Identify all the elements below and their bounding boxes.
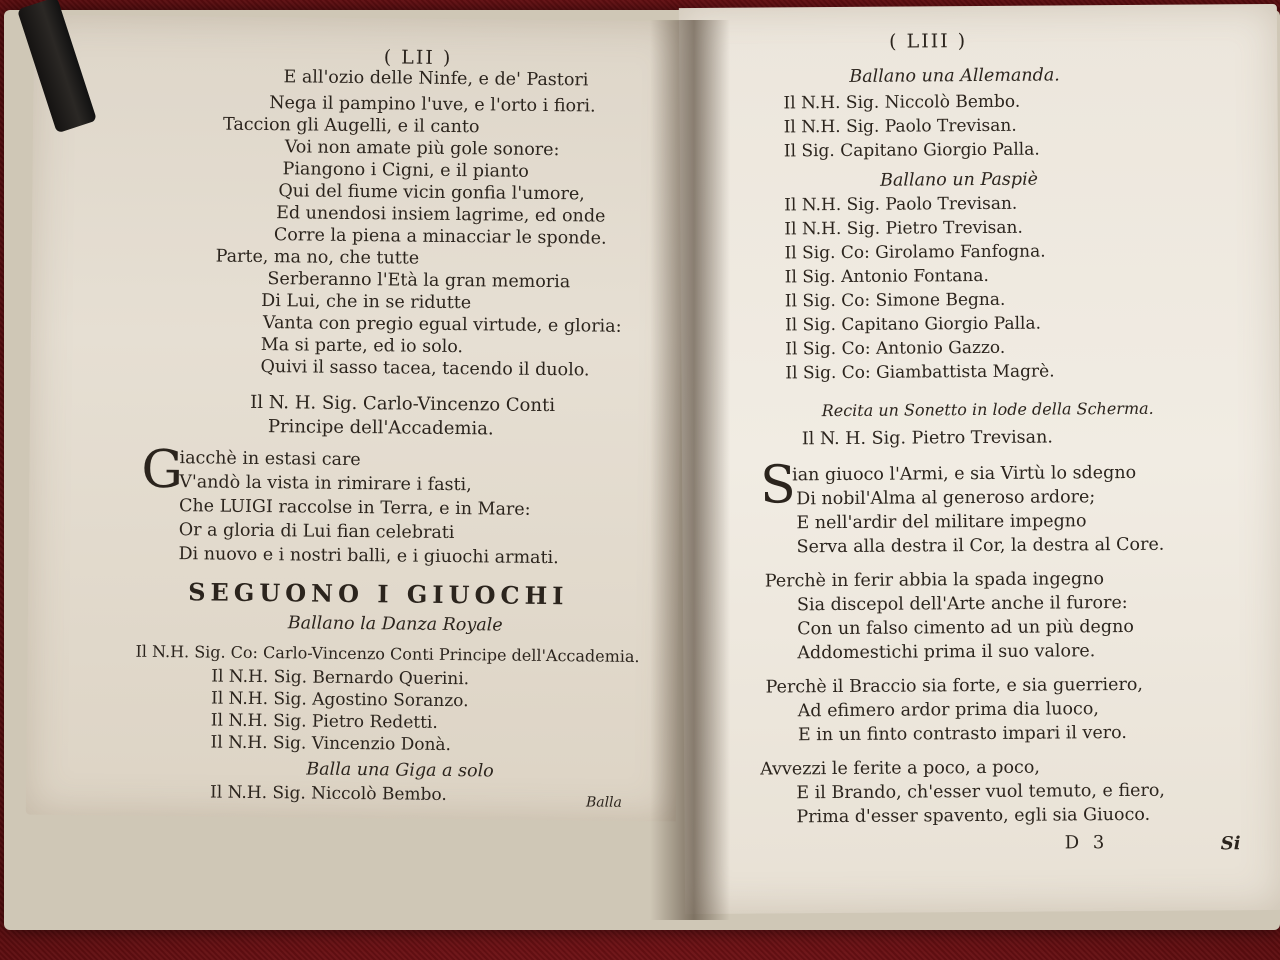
dance-title-royale: Ballano la Danza Royale (287, 613, 503, 636)
poem-line: Parte, ma no, che tutte (215, 246, 420, 269)
dancer-name: Il N.H. Sig. Paolo Trevisan. (784, 193, 1018, 216)
dance-title-giga: Balla una Giga a solo (306, 759, 494, 782)
dancer-name: Il Sig. Co: Antonio Gazzo. (785, 337, 1006, 360)
poem-line: Taccion gli Augelli, e il canto (222, 114, 480, 138)
sonnet-line: E in un finto contrasto impari il vero. (797, 722, 1128, 746)
poem-line: Di Lui, che in se ridutte (261, 291, 472, 314)
sonnet-line: Prima d'esser spavento, egli sia Giuoco. (796, 804, 1151, 828)
poem-line: Ma si parte, ed io solo. (260, 335, 464, 358)
poem-line: Vanta con pregio egual virtude, e gloria: (262, 313, 622, 337)
stanza-line: Di nuovo e i nostri balli, e i giuochi armati. (178, 544, 559, 569)
dance-title-paspie: Ballano un Paspiè (879, 169, 1039, 191)
sonnet-line: Serva alla destra il Cor, la destra al Core. (796, 534, 1165, 558)
stanza-line: iacchè in estasi care (179, 448, 361, 471)
dancer-name: Il N.H. Sig. Niccolò Bembo. (783, 91, 1021, 114)
poem-line: Quivi il sasso tacea, tacendo il duolo. (260, 357, 590, 381)
dancer-name: Il N.H. Sig. Paolo Trevisan. (783, 115, 1017, 138)
speaker-title: Principe dell'Accademia. (267, 416, 494, 440)
sonnet-line: E nell'ardir del militare impegno (796, 511, 1087, 534)
sonnet-line: Con un falso cimento ad un più degno (797, 616, 1134, 640)
sonnet-line: Perchè in ferir abbia la spada ingegno (764, 569, 1105, 592)
speaker-name: Il N. H. Sig. Carlo-Vincenzo Conti (250, 391, 556, 417)
dancer-name: Il N.H. Sig. Vincenzio Donà. (210, 732, 452, 756)
dancer-name: Il Sig. Co: Giambattista Magrè. (785, 361, 1055, 384)
poem-line: Piangono i Cigni, e il pianto (282, 159, 529, 182)
poem-line: Serberanno l'Età la gran memoria (267, 269, 571, 293)
poem-line: E all'ozio delle Ninfe, e de' Pastori (283, 67, 589, 91)
dancer-name: Il Sig. Capitano Giorgio Palla. (784, 313, 1042, 336)
section-heading: SEGUONO I GIUOCHI (188, 577, 569, 611)
sonnet-line: Sia discepol dell'Arte anche il furore: (796, 592, 1128, 616)
left-page-number: ( LII ) (383, 46, 453, 69)
sonnet-line: Di nobil'Alma al generoso ardore; (796, 487, 1096, 510)
stanza-line: V'andò la vista in rimirare i fasti, (179, 472, 472, 496)
stanza-line: Or a gloria di Lui fian celebrati (178, 520, 455, 544)
catchword: Balla (585, 794, 623, 811)
dropcap-g: G (141, 439, 184, 501)
dancer-name: Il N.H. Sig. Bernardo Querini. (211, 666, 470, 690)
poem-line: Corre la piena a minacciar le sponde. (273, 225, 607, 249)
recita-title: Recita un Sonetto in lode della Scherma. (821, 398, 1154, 421)
sonnet-line: Ad efimero ardor prima dia luoco, (797, 699, 1099, 722)
catchword: Si (1220, 833, 1241, 855)
dancer-name: Il Sig. Antonio Fontana. (784, 265, 989, 288)
sonnet-line: E il Brando, ch'esser vuol temuto, e fiero, (796, 780, 1165, 804)
sonnet-line: Addomestichi prima il suo valore. (797, 641, 1096, 664)
sonnet-line: Avvezzi le ferite a poco, a poco, (760, 757, 1040, 780)
dancer-name: Il Sig. Co: Simone Begna. (784, 289, 1006, 312)
dancer-name: Il Sig. Co: Girolamo Fanfogna. (784, 241, 1046, 264)
signature-mark: D 3 (1064, 832, 1109, 854)
poem-line: Ed unendosi insiem lagrime, ed onde (276, 203, 606, 227)
poem-line: Nega il pampino l'uve, e l'orto i fiori. (269, 93, 596, 117)
recita-speaker: Il N. H. Sig. Pietro Trevisan. (801, 427, 1053, 450)
sonnet-line: ian giuoco l'Armi, e sia Virtù lo sdegno (792, 462, 1137, 486)
poem-line: Qui del fiume vicin gonfia l'umore, (278, 181, 585, 205)
right-page (679, 4, 1280, 914)
stanza-line: Che LUIGI raccolse in Terra, e in Mare: (178, 496, 531, 520)
poem-line: Voi non amate più gole sonore: (284, 137, 560, 161)
dancer-name: Il N.H. Sig. Niccolò Bembo. (209, 782, 447, 805)
dance-title-allemanda: Ballano una Allemanda. (849, 65, 1060, 87)
dropcap-s: S (759, 455, 797, 516)
dancer-name: Il N.H. Sig. Pietro Redetti. (210, 710, 438, 733)
right-page-number: ( LIII ) (889, 30, 968, 53)
left-page (26, 15, 684, 822)
dancer-name: Il Sig. Capitano Giorgio Palla. (783, 139, 1040, 162)
sonnet-line: Perchè il Braccio sia forte, e sia guerriero, (765, 674, 1144, 698)
dancer-name: Il N.H. Sig. Co: Carlo-Vincenzo Conti Principe dell'Accademia. (135, 641, 640, 666)
dancer-name: Il N.H. Sig. Pietro Trevisan. (784, 217, 1023, 240)
dancer-name: Il N.H. Sig. Agostino Soranzo. (210, 688, 469, 712)
